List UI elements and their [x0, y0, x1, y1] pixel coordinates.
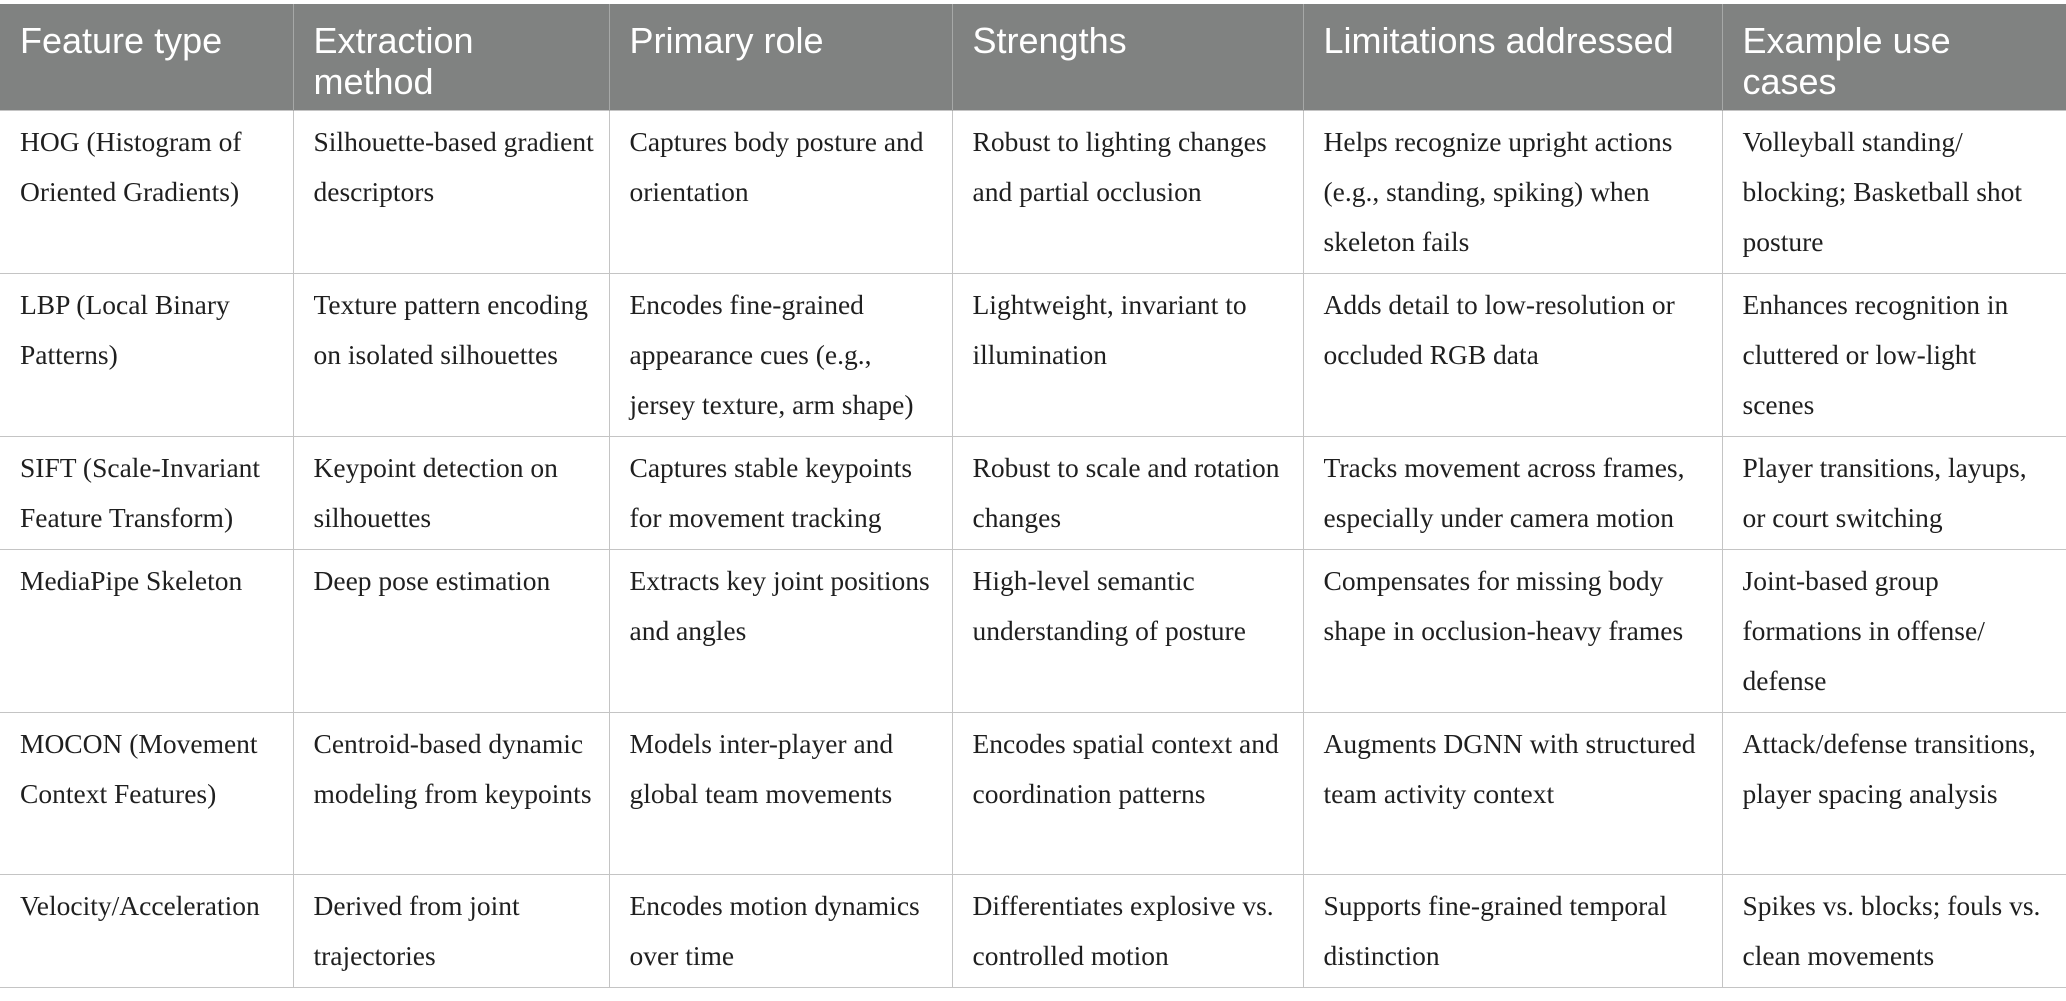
header-primary-role: Primary role: [609, 4, 952, 111]
cell-limitations-addressed: Compensates for missing body shape in occlusion-heavy frames: [1303, 550, 1722, 713]
cell-example-use-cases: Joint-based group formations in offense/ defense: [1722, 550, 2066, 713]
cell-limitations-addressed: Adds detail to low-resolution or occluded RGB data: [1303, 274, 1722, 437]
cell-feature-type: SIFT (Scale-Invariant Feature Transform): [0, 437, 293, 550]
table-row: [0, 713, 2066, 875]
cell-strengths: Lightweight, invariant to illumination: [952, 274, 1303, 437]
cell-extraction-method: Centroid-based dynamic modeling from keypoints: [293, 713, 609, 875]
header-feature-type: Feature type: [0, 4, 293, 111]
header-example-use-cases: Example use cases: [1722, 4, 2066, 111]
cell-extraction-method: Keypoint detection on silhouettes: [293, 437, 609, 550]
table-body: [0, 111, 2066, 988]
table-header: [0, 4, 2066, 111]
cell-limitations-addressed: Augments DGNN with structured team activity context: [1303, 713, 1722, 875]
cell-primary-role: Captures body posture and orientation: [609, 111, 952, 274]
header-row: [0, 4, 2066, 111]
cell-primary-role: Models inter-player and global team movements: [609, 713, 952, 875]
table-row: [0, 274, 2066, 437]
cell-strengths: Encodes spatial context and coordination patterns: [952, 713, 1303, 875]
cell-strengths: High-level semantic understanding of posture: [952, 550, 1303, 713]
cell-limitations-addressed: Helps recognize upright actions (e.g., standing, spiking) when skeleton fails: [1303, 111, 1722, 274]
header-limitations-addressed: Limitations addressed: [1303, 4, 1722, 111]
cell-extraction-method: Derived from joint trajectories: [293, 875, 609, 988]
cell-example-use-cases: Spikes vs. blocks; fouls vs. clean movements: [1722, 875, 2066, 988]
header-strengths: Strengths: [952, 4, 1303, 111]
cell-example-use-cases: Player transitions, layups, or court switching: [1722, 437, 2066, 550]
table-row: [0, 111, 2066, 274]
cell-strengths: Differentiates explosive vs. controlled motion: [952, 875, 1303, 988]
cell-example-use-cases: Attack/defense transitions, player spacing analysis: [1722, 713, 2066, 875]
cell-feature-type: HOG (Histogram of Oriented Gradients): [0, 111, 293, 274]
cell-example-use-cases: Volleyball standing/ blocking; Basketball shot posture: [1722, 111, 2066, 274]
cell-limitations-addressed: Tracks movement across frames, especially under camera motion: [1303, 437, 1722, 550]
cell-feature-type: LBP (Local Binary Patterns): [0, 274, 293, 437]
cell-strengths: Robust to scale and rotation changes: [952, 437, 1303, 550]
header-extraction-method: Extraction method: [293, 4, 609, 111]
cell-primary-role: Extracts key joint positions and angles: [609, 550, 952, 713]
table-row: [0, 875, 2066, 988]
cell-primary-role: Captures stable keypoints for movement tracking: [609, 437, 952, 550]
cell-feature-type: MOCON (Movement Context Features): [0, 713, 293, 875]
cell-extraction-method: Silhouette-based gradient descriptors: [293, 111, 609, 274]
cell-example-use-cases: Enhances recognition in cluttered or low-light scenes: [1722, 274, 2066, 437]
cell-extraction-method: Deep pose estimation: [293, 550, 609, 713]
cell-feature-type: MediaPipe Skeleton: [0, 550, 293, 713]
cell-extraction-method: Texture pattern encoding on isolated silhouettes: [293, 274, 609, 437]
feature-comparison-table: [0, 4, 2066, 988]
table-row: [0, 437, 2066, 550]
cell-primary-role: Encodes motion dynamics over time: [609, 875, 952, 988]
cell-strengths: Robust to lighting changes and partial occlusion: [952, 111, 1303, 274]
table-row: [0, 550, 2066, 713]
cell-primary-role: Encodes fine-grained appearance cues (e.g., jersey texture, arm shape): [609, 274, 952, 437]
cell-limitations-addressed: Supports fine-grained temporal distinction: [1303, 875, 1722, 988]
cell-feature-type: Velocity/Acceleration: [0, 875, 293, 988]
